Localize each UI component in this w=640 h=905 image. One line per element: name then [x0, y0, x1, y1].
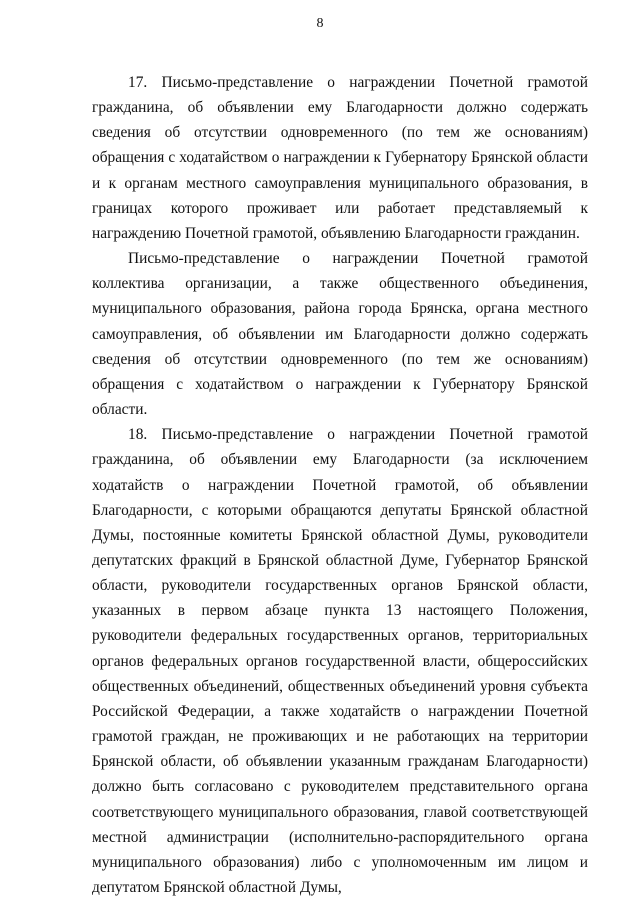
paragraph-17: 17. Письмо-представление о награждении Почетной грамотой гражданина, об объявлении ему Благодарности должно содержать сведения об отсутствии одновременного (по тем же основаниям) обращения с ходатайством о награждении к Губернатору Брянской области и к органам местного самоуправления муниципального образования, в границах которого проживает или работает представляемый к награждению Почетной грамотой, объявлению Благодарности гражданин. — [92, 74, 588, 242]
document-body — [92, 70, 588, 900]
paragraph-18: 18. Письмо-представление о награждении Почетной грамотой гражданина, об объявлении ему Благодарности (за исключением ходатайств о награждении Почетной грамотой, об объявлении Благодарности, с которыми обращаются депутаты Брянской областной Думы, постоянные комитеты Брянской областной Думы, руководители депутатских фракций в Брянской областной Думе, Губернатор Брянской области, руководители государственных органов Брянской области, указанных в первом абзаце пункта 13 настоящего Положения, руководители федеральных государственных органов, территориальных органов федеральных органов государственной власти, общероссийских общественных объединений, общественных объединений уровня субъекта Российской Федерации, а также ходатайств о награждении Почетной грамотой граждан, не проживающих и не работающих на территории Брянской области, об объявлении указанным гражданам Благодарности) должно быть согласовано с руководителем представительного органа соответствующего муниципального образования, главой соответствующей местной администрации (исполнительно-распорядительного органа муниципального образования) либо с уполномоченным им лицом и депутатом Брянской областной Думы, — [92, 426, 588, 896]
paragraph-17-collective: Письмо-представление о награждении Почетной грамотой коллектива организации, а также общественного объединения, муниципального образования, района города Брянска, органа местного самоуправления, об объявлении им Благодарности должно содержать сведения об отсутствии одновременного (по тем же основаниям) обращения с ходатайством о награждении к Губернатору Брянской области. — [92, 250, 588, 419]
page-number: 8 — [316, 16, 324, 31]
